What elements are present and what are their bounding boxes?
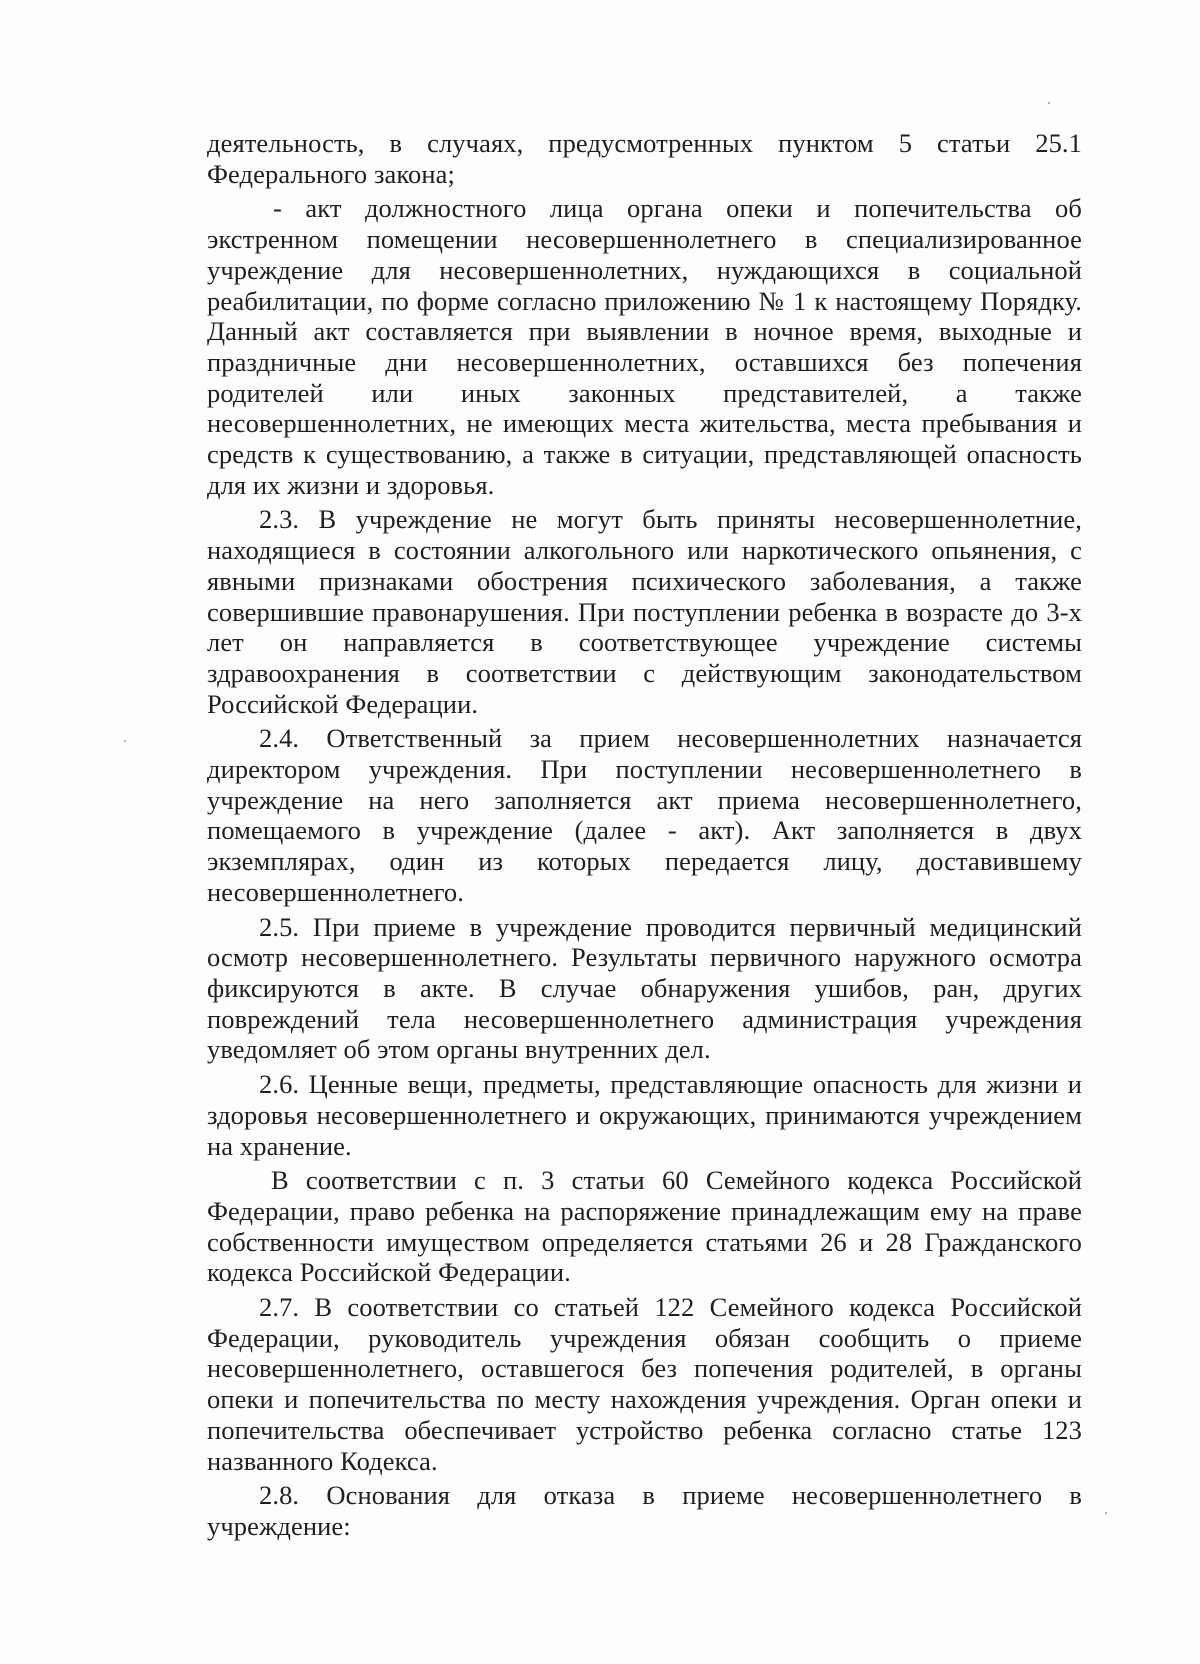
paragraph-2-7: 2.7. В соответствии со статьей 122 Семейного кодекса Российской Федерации, руководитель учреждения обязан сообщить о приеме несовершеннолетнего, оставшегося без попечения родителей, в органы опеки и попечительства по месту нахождения учреждения. Орган опеки и попечительства обеспечивает устройство ребенка согласно статье 123 названного Кодекса. — [207, 1292, 1082, 1476]
scan-speck — [1105, 1512, 1107, 1514]
paragraph-family-code: В соответствии с п. 3 статьи 60 Семейного кодекса Российской Федерации, право ребенка на распоряжение принадлежащим ему на праве собственности имуществом определяется статьями 26 и 28 Гражданского кодекса Российской Федерации. — [207, 1165, 1082, 1288]
scan-speck — [124, 740, 126, 742]
scan-speck — [1048, 102, 1050, 104]
paragraph-continuation: деятельность, в случаях, предусмотренных пунктом 5 статьи 25.1 Федерального закона; — [207, 128, 1082, 189]
paragraph-2-4: 2.4. Ответственный за прием несовершеннолетних назначается директором учреждения. При поступлении несовершеннолетнего в учреждение на него заполняется акт приема несовершеннолетнего, помещаемого в учреждение (далее - акт). Акт заполняется в двух экземплярах, один из которых передается лицу, доставившему несовершеннолетнего. — [207, 723, 1082, 907]
paragraph-2-6: 2.6. Ценные вещи, предметы, представляющие опасность для жизни и здоровья несовершеннолетнего и окружающих, принимаются учреждением на хранение. — [207, 1069, 1082, 1161]
paragraph-2-8: 2.8. Основания для отказа в приеме несовершеннолетнего в учреждение: — [207, 1480, 1082, 1541]
paragraph-2-3: 2.3. В учреждение не могут быть приняты несовершеннолетние, находящиеся в состоянии алкогольного или наркотического опьянения, с явными признаками обострения психического заболевания, а также совершившие правонарушения. При поступлении ребенка в возрасте до 3-х лет он направляется в соответствующее учреждение системы здравоохранения в соответствии с действующим законодательством Российской Федерации. — [207, 504, 1082, 719]
paragraph-2-5: 2.5. При приеме в учреждение проводится первичный медицинский осмотр несовершеннолетнего. Результаты первичного наружного осмотра фиксируются в акте. В случае обнаружения ушибов, ран, других повреждений тела несовершеннолетнего администрация учреждения уведомляет об этом органы внутренних дел. — [207, 911, 1082, 1065]
document-body — [207, 128, 1082, 1546]
paragraph-emergency-act: - акт должностного лица органа опеки и попечительства об экстренном помещении несовершеннолетнего в специализированное учреждение для несовершеннолетних, нуждающихся в социальной реабилитации, по форме согласно приложению № 1 к настоящему Порядку. Данный акт составляется при выявлении в ночное время, выходные и праздничные дни несовершеннолетних, оставшихся без попечения родителей или иных законных представителей, а также несовершеннолетних, не имеющих места жительства, места пребывания и средств к существованию, а также в ситуации, представляющей опасность для их жизни и здоровья. — [207, 193, 1082, 500]
